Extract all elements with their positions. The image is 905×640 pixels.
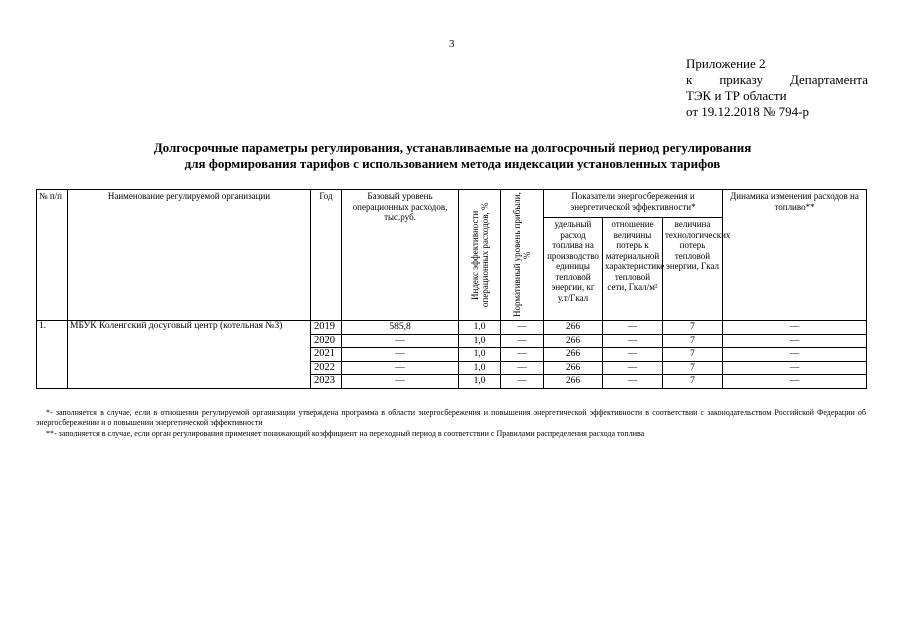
- header-profit: [501, 190, 544, 321]
- header-base: Базовый уровень операционных расходов, тыс.руб.: [342, 190, 459, 321]
- header-year: Год: [311, 190, 342, 321]
- cell-losses: 7: [663, 348, 723, 362]
- annex-word-1: к: [686, 72, 693, 87]
- cell-base: 585,8: [342, 321, 459, 335]
- annex-word-2: приказу: [719, 72, 763, 87]
- cell-index: 1,0: [459, 348, 501, 362]
- cell-year: 2021: [311, 348, 342, 362]
- subheader-losses: величина технологических потерь тепловой энергии, Гкал: [663, 218, 723, 321]
- page-number: 3: [449, 38, 455, 50]
- cell-index: 1,0: [459, 321, 501, 335]
- org-name: МБУК Коленгский досуговый центр (котельная №3): [68, 321, 311, 389]
- cell-profit: —: [501, 375, 544, 389]
- header-index-text: Индекс эффективности операционных расходов, %: [469, 202, 490, 308]
- cell-ratio: —: [603, 321, 663, 335]
- annex-line-2: [686, 72, 868, 88]
- annex-word-3: Департамента: [789, 72, 868, 87]
- cell-fuel: 266: [544, 321, 603, 335]
- cell-year: 2020: [311, 334, 342, 348]
- header-num: № п/п: [37, 190, 68, 321]
- cell-year: 2023: [311, 375, 342, 389]
- cell-profit: —: [501, 321, 544, 335]
- cell-dynamics: —: [723, 361, 867, 375]
- cell-ratio: —: [603, 348, 663, 362]
- footnotes: [36, 408, 866, 440]
- cell-index: 1,0: [459, 375, 501, 389]
- header-index: [459, 190, 501, 321]
- cell-base: —: [342, 375, 459, 389]
- cell-dynamics: —: [723, 348, 867, 362]
- cell-losses: 7: [663, 321, 723, 335]
- cell-ratio: —: [603, 375, 663, 389]
- cell-losses: 7: [663, 334, 723, 348]
- document-title: [40, 140, 865, 172]
- annex-line-4: от 19.12.2018 № 794-р: [686, 104, 809, 119]
- annex-block: [686, 56, 868, 120]
- org-number: 1.: [37, 321, 68, 389]
- table-row: [37, 321, 867, 335]
- cell-index: 1,0: [459, 334, 501, 348]
- footnote-1: *- заполняется в случае, если в отношении регулируемой организации утверждена программа в области энергосбережения и повышения энергетической эффективности в соответствии с законодательством Российской Федерации об энергосбережении и о повышении энергетической эффективности: [36, 408, 866, 427]
- cell-fuel: 266: [544, 375, 603, 389]
- title-line-2: для формирования тарифов с использованием метода индексации установленных тарифов: [184, 156, 721, 171]
- header-row: [37, 190, 867, 218]
- cell-ratio: —: [603, 334, 663, 348]
- cell-year: 2019: [311, 321, 342, 335]
- cell-base: —: [342, 334, 459, 348]
- annex-line-3: ТЭК и ТР области: [686, 88, 787, 103]
- cell-losses: 7: [663, 375, 723, 389]
- subheader-fuel: удельный расход топлива на производство единицы тепловой энергии, кг у.т/Гкал: [544, 218, 603, 321]
- cell-dynamics: —: [723, 321, 867, 335]
- header-dynamics: Динамика изменения расходов на топливо**: [723, 190, 867, 321]
- parameters-table: [36, 189, 867, 389]
- cell-year: 2022: [311, 361, 342, 375]
- cell-base: —: [342, 348, 459, 362]
- cell-index: 1,0: [459, 361, 501, 375]
- cell-dynamics: —: [723, 375, 867, 389]
- cell-ratio: —: [603, 361, 663, 375]
- cell-base: —: [342, 361, 459, 375]
- cell-fuel: 266: [544, 334, 603, 348]
- annex-line-1: Приложение 2: [686, 56, 766, 71]
- footnote-2: **- заполняется в случае, если орган регулирования применяет понижающий коэффициент на переходный период в соответствии с Правилами распределения расхода топлива: [46, 429, 645, 438]
- cell-profit: —: [501, 361, 544, 375]
- header-indicators: Показатели энергосбережения и энергетической эффективности*: [544, 190, 723, 218]
- header-org: Наименование регулируемой организации: [68, 190, 311, 321]
- cell-dynamics: —: [723, 334, 867, 348]
- header-profit-text: Нормативный уровень прибыли, %: [512, 192, 532, 318]
- cell-profit: —: [501, 334, 544, 348]
- cell-profit: —: [501, 348, 544, 362]
- cell-losses: 7: [663, 361, 723, 375]
- title-line-1: Долгосрочные параметры регулирования, устанавливаемые на долгосрочный период регулирования: [153, 140, 752, 155]
- cell-fuel: 266: [544, 348, 603, 362]
- subheader-ratio: отношение величины потерь к материальной характеристике тепловой сети, Гкал/м²: [603, 218, 663, 321]
- cell-fuel: 266: [544, 361, 603, 375]
